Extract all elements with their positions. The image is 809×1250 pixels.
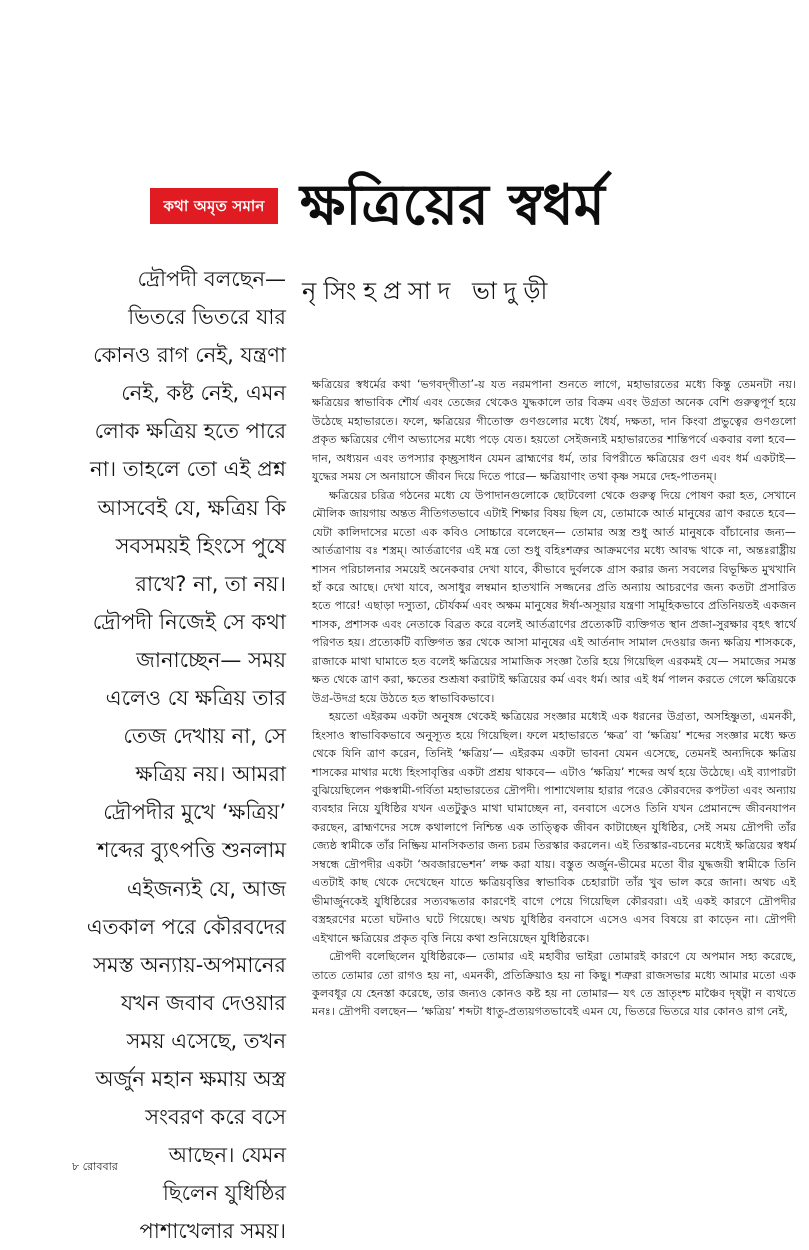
article-paragraph: দ্রৌপদী বলেছিলেন যুধিষ্ঠিরকে— তোমার এই মহাবীর ভাইরা তোমারই কারণে যে অপমান সহ্য করেছে, তাতে তোমার তো রাগও হয় না, এমনকী, প্রতিক্রিয়াও হয় না কিছু। শত্রুরা রাজসভার মধ্যে আমার মতো এক কুলবধূর যে হেনস্তা করেছে, তার জন্যও কোনও কষ্ট হয় না তোমার— যৎ তে ভ্রাতৃংশ্চ মাঞ্চৈব দৃষ্ট্বা ন ব্যথতে মনঃ। দ্রৌপদী বলছেন— ‘ক্ষত্রিয়’ শব্দটা ধাতু-প্রত্যয়গতভাবেই এমন যে, ভিতরে ভিতরে যার কোনও রাগ নেই, xyxy=(312,950,796,1019)
pull-quote-line: সমস্ত অন্যায়-অপমানের xyxy=(93,952,286,977)
article-title: ক্ষত্রিয়ের স্বধর্ম xyxy=(300,173,605,238)
pull-quote-line: এতকাল পরে কৌরবদের xyxy=(86,914,286,939)
column-tag: কথা অমৃত সমান xyxy=(150,188,278,224)
pull-quote-line: না। তাহলে তো এই প্রশ্ন xyxy=(90,457,286,482)
article-body xyxy=(312,376,796,1022)
pull-quote-line: রাখে? না, তা নয়। xyxy=(135,571,286,596)
pull-quote-line: সংবরণ করে বসে xyxy=(145,1105,286,1130)
pull-quote-line: সময় এসেছে, তখন xyxy=(126,1028,286,1053)
author-byline: নৃসিংহপ্রসাদ ভাদুড়ী xyxy=(302,277,555,305)
pull-quote-line: যখন জবাব দেওয়ার xyxy=(120,990,286,1015)
article-paragraph: হয়তো এইরকম একটা অনুষঙ্গ থেকেই ক্ষত্রিয়ের সংজ্ঞার মধ্যেই এক ধরনের উগ্রতা, অসহিষ্ণুতা, এমনকী, হিংসাও স্বাভাবিকভাবে অনুস্যূত হয়ে গিয়েছিল। ফলে মহাভারতে ‘ক্ষত্র’ বা ‘ক্ষত্রিয়’ শব্দের সংজ্ঞার মধ্যে ক্ষত থেকে যিনি ত্রাণ করেন, তিনিই ‘ক্ষত্রিয়’— এইরকম একটা ভাবনা যেমন এসেছে, তেমনই অন্যদিকে ক্ষত্রিয় শাসকের মাথার মধ্যে হিংসাবৃত্তির একটা প্রশ্রয় থাকবে— এটাও ‘ক্ষত্রিয়’ শব্দের অর্থ হয়ে উঠেছে। এই ব্যাপারটা বুঝিয়েছিলেন পঞ্চস্বামী-গর্বিতা মহাভারতের দ্রৌপদী। পাশাখেলায় হারার পরেও কৌরবদের কপটতা এবং অন্যায় ব্যবহার নিয়ে যুধিষ্ঠির যখন এতটুকুও মাথা ঘামাচ্ছেন না, বনবাসে এসেও তিনি যখন প্রেমানন্দে জীবনযাপন করছেন, ব্রাহ্মণদের সঙ্গে কথালাপে নিশ্চিন্ত এক তাত্ত্বিক জীবন কাটাচ্ছেন যুধিষ্ঠির, সেই সময় দ্রৌপদী তাঁর জ্যেষ্ঠ স্বামীকে তাঁর নিষ্ক্রিয় মানসিকতার জন্য চরম তিরস্কার করলেন। এই তিরস্কার-বচনের মধ্যেই ক্ষত্রিয়ের স্বধর্ম সম্বন্ধে দ্রৌপদীর একটা ‘অবজারভেশন’ লক্ষ করা যায়। বস্তুত অর্জুন-ভীমের মতো বীর যুদ্ধজয়ী স্বামীকে তিনি এতটাই কাছ থেকে দেখেছেন যাতে ক্ষত্রিয়বৃত্তির স্বাভাবিক চেহারাটা তাঁর খুব ভাল করে জানা। অথচ এই ভীমার্জুনকেই যুধিষ্ঠিরের সত্যবদ্ধতার কারণেই বাগে পেয়ে গিয়েছিল কৌরবরা। এই একই কারণে দ্রৌপদীর বস্ত্রহরণের মতো ঘটনাও ঘটে গিয়েছে। অথচ যুধিষ্ঠির বনবাসে এসেও এসব বিষয়ে রা কাড়েন না। দ্রৌপদী এইখানে ক্ষত্রিয়ের প্রকৃত বৃত্তি নিয়ে কথা শুনিয়েছেন যুধিষ্ঠিরকে। xyxy=(312,710,796,945)
pull-quote-line: এইজন্যই যে, আজ xyxy=(126,876,286,901)
page-footer: ৮ রোববার xyxy=(72,1160,118,1173)
pull-quote-line: নেই, কষ্ট নেই, এমন xyxy=(121,381,286,406)
pull-quote-line: পাশাখেলার সময়। xyxy=(139,1219,286,1244)
pull-quote-line: এলেও যে ক্ষত্রিয় তার xyxy=(105,686,286,711)
pull-quote-line: আসবেই যে, ক্ষত্রিয় কি xyxy=(97,495,286,520)
pull-quote-line: দ্রৌপদী বলছেন— xyxy=(137,267,286,291)
pull-quote-line: শব্দের ব্যুৎপত্তি শুনলাম xyxy=(97,838,286,863)
pull-quote-line: সবসময়ই হিংসে পুষে xyxy=(115,533,286,558)
pull-quote-line: জানাচ্ছেন— সময় xyxy=(136,647,286,672)
pull-quote-line: ভিতরে ভিতরে যার xyxy=(128,305,286,330)
pull-quote-line: আছেন। যেমন xyxy=(168,1143,286,1168)
pull-quote-line: তেজ দেখায় না, সে xyxy=(123,724,286,749)
pull-quote-line: অর্জুন মহান ক্ষমায় অস্ত্র xyxy=(95,1066,286,1091)
pull-quote-line: কোনও রাগ নেই, যন্ত্রণা xyxy=(93,343,286,368)
pull-quote-line: ছিলেন যুধিষ্ঠির xyxy=(162,1181,286,1206)
pull-quote-line: দ্রৌপদীর মুখে ‘ক্ষত্রিয়’ xyxy=(103,800,286,825)
pull-quote-line: লোক ক্ষত্রিয় হতে পারে xyxy=(94,419,286,444)
pull-quote-line: দ্রৌপদী নিজেই সে কথা xyxy=(92,609,286,634)
article-paragraph: ক্ষত্রিয়ের চরিত্র গঠনের মধ্যে যে উপাদানগুলোকে ছোটবেলা থেকে গুরুত্ব দিয়ে পোষণ করা হত, সেখানে মৌলিক জায়গায় অন্তত নীতিগতভাবে এটাই শিক্ষার বিষয় ছিল যে, তোমাকে আর্ত মানুষের ত্রাণ করতে হবে— যেটা কালিদাসের মতো এক কবিও সোচ্চারে বলেছেন— তোমার অস্ত্র শুধু আর্ত মানুষকে বাঁচানোর জন্য— আর্তত্রাণায় বঃ শস্ত্রম্‌। আর্তত্রাণের এই মন্ত্র তো শুধু বহিঃশত্রুর আক্রমণের মধ্যে আবদ্ধ থাকে না, অন্তঃরাষ্ট্রীয় শাসন পরিচালনার সময়েই অনেকবার দেখা যাবে, কীভাবে দুর্বলকে গ্রাস করার জন্য সবলের বিভূক্ষিত মুখখানি হাঁ করে আছে। দেখা যাবে, অসাধুর লম্বমান হাতখানি সজ্জনের প্রতি অন্যায় আচরণের জন্য কতটা প্রসারিত হতে পারে! এছাড়া দস্যুতা, চৌর্যকর্ম এবং অক্ষম মানুষের ঈর্ষা-অসূয়ার যন্ত্রণা সামূহিকভাবে প্রতিনিয়তই একজন শাসক, প্রশাসক এবং নেতাকে বিব্রত করে বলেই আর্তত্রাণের প্রত্যেকটি ব্যক্তিগত স্থান প্রজা-সুরক্ষার বৃহৎ স্বার্থে পরিণত হয়। প্রত্যেকটি ব্যক্তিগত স্তর থেকে আসা মানুষের এই আর্তনাদ সামাল দেওয়ার জন্য ক্ষত্রিয় শাসককে, রাজাকে মাথা ঘামাতে হত বলেই ক্ষত্রিয়ের সামাজিক সংজ্ঞা তৈরি হয়ে গিয়েছিল এরকমই যে— সমাজের সমস্ত ক্ষত থেকে ত্রাণ করা, ক্ষতের শুশ্রূষা করাটাই ক্ষত্রিয়ের কর্ম এবং ধর্ম। আর এই ধর্ম পালন করতে গেলে ক্ষত্রিয়কে উগ্র-উদগ্র হয়ে উঠতে হত স্বাভাবিকভাবে। xyxy=(312,488,796,705)
pull-quote-line: ক্ষত্রিয় নয়। আমরা xyxy=(135,762,286,787)
pull-quote xyxy=(78,260,286,1250)
article-paragraph: ক্ষত্রিয়ের স্বধর্মের কথা ‘ভগবদ্‌গীতা’-য় যত নরমপানা শুনতে লাগে, মহাভারতের মধ্যে কিন্তু তেমনটা নয়। ক্ষত্রিয়ের স্বাভাবিক শৌর্য এবং তেজের থেকেও যুদ্ধকালে তার বিক্রম এবং উগ্রতা অনেক বেশি গুরুত্বপূর্ণ হয়ে উঠেছে মহাভারতে। ফলে, ক্ষত্রিয়ের গীতোক্ত গুণগুলোর মধ্যে ধৈর্য, দক্ষতা, দান কিংবা প্রভুত্বের গুণগুলো প্রকৃত ক্ষত্রিয়ের গৌণ অভ্যাসের মধ্যে পড়ে যেত। হয়তো সেইজন্যই মহাভারতের শান্তিপর্বে একবার বলা হবে— দান, অধ্যয়ন এবং তপস্যার কৃচ্ছ্রসাধন যেমন ব্রাহ্মণের ধর্ম, তার বিপরীতে ক্ষত্রিয়ের গুণ এবং ধর্ম একটাই— যুদ্ধের সময় সে অনায়াসে জীবন দিয়ে দিতে পারে— ক্ষত্রিয়াণাং তথা কৃষ্ণ সমরে দেহ-পাতনম্‌। xyxy=(312,378,796,484)
